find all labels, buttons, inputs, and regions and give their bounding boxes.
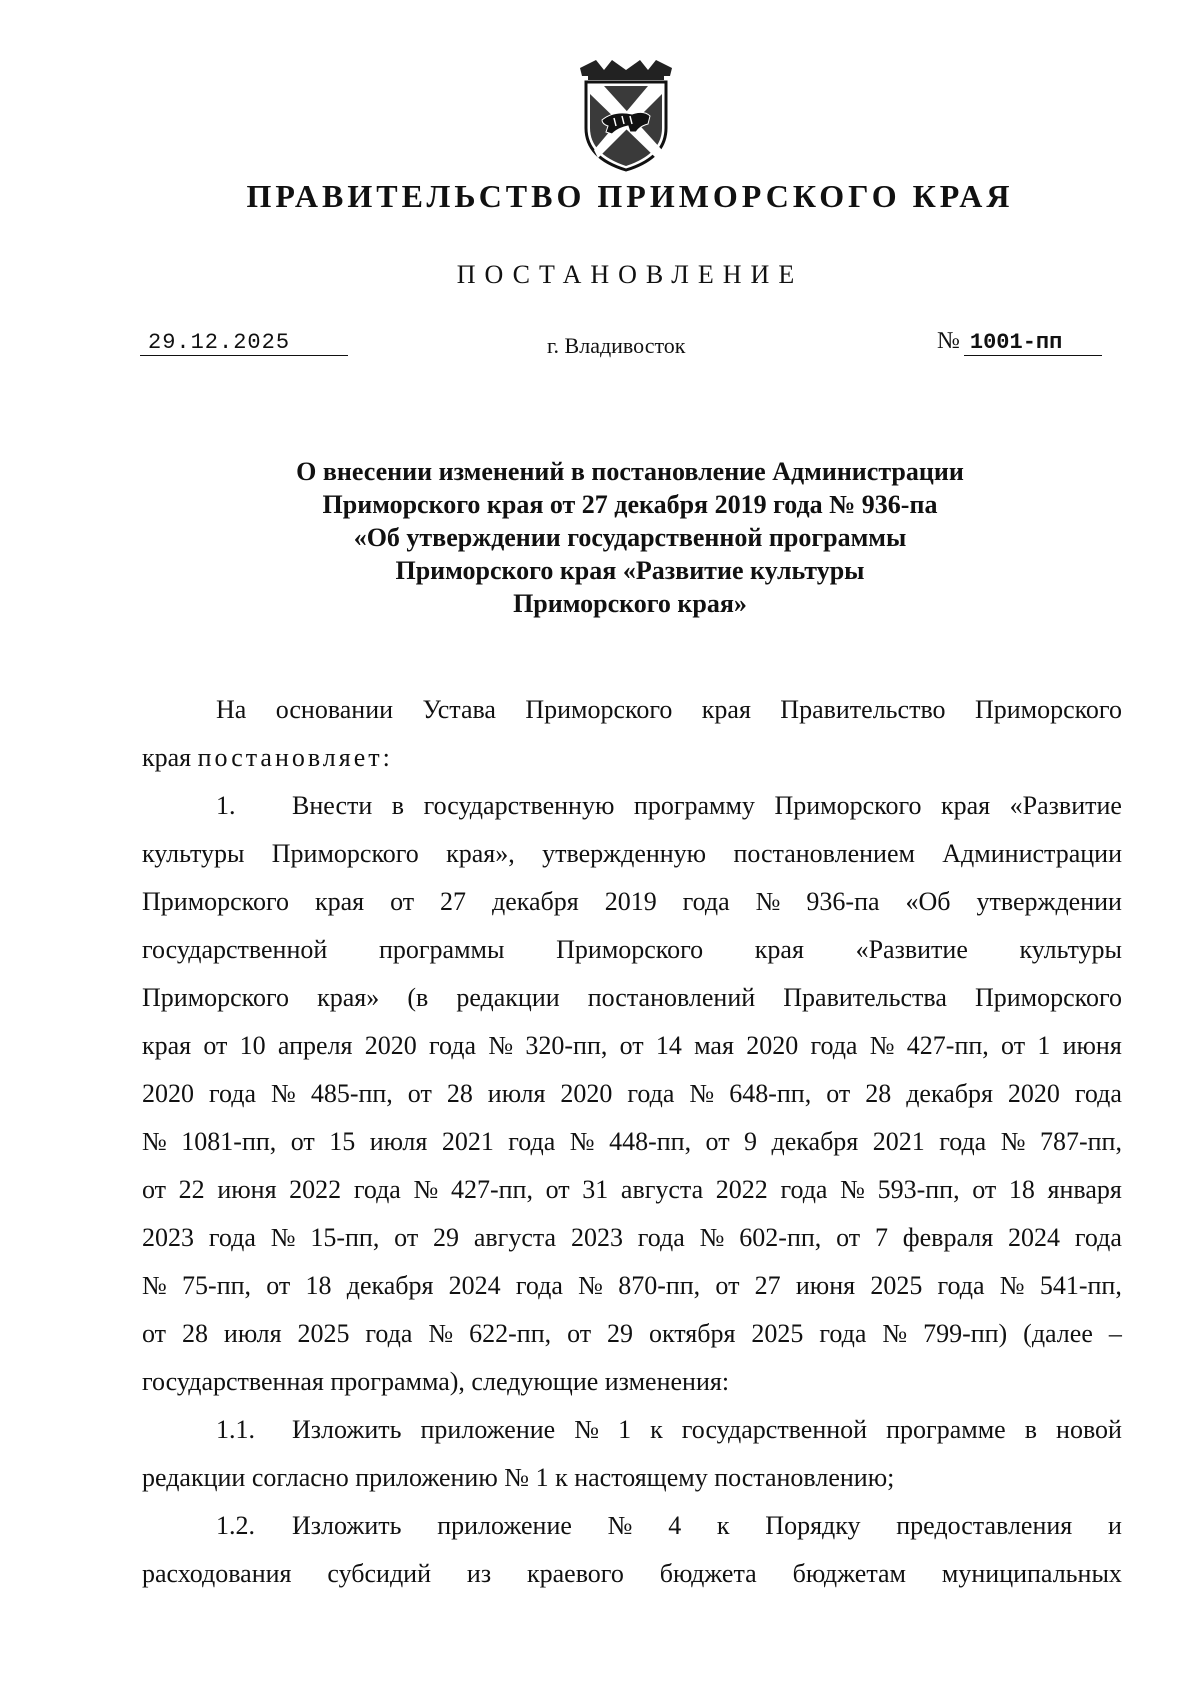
word: года	[508, 1127, 556, 1156]
word: января	[1047, 1175, 1122, 1204]
word: края»,	[446, 839, 515, 868]
word: Правительства	[783, 983, 947, 1012]
heading-line: «Об утверждении государственной программы	[353, 523, 907, 552]
word: к	[650, 1415, 663, 1444]
word: от	[407, 1079, 432, 1108]
word: июня	[795, 1271, 856, 1300]
word: 320-пп,	[525, 1031, 608, 1060]
word: и	[1107, 1511, 1122, 1540]
number-label: №	[937, 328, 960, 354]
word: 2020	[142, 1079, 194, 1108]
word: Приморского	[556, 935, 704, 964]
word: года	[365, 1319, 413, 1348]
word: июня	[1062, 1031, 1122, 1060]
word: (в	[407, 983, 429, 1012]
word: программы	[378, 935, 505, 964]
word: №	[428, 1319, 454, 1348]
word: от	[142, 1319, 167, 1348]
item-1-first-line	[142, 782, 1122, 830]
word: 622-пп,	[469, 1319, 552, 1348]
word: года	[208, 1223, 256, 1252]
document-body	[142, 686, 1122, 1598]
word: 799-пп)	[923, 1319, 1008, 1348]
item-1-line	[142, 1022, 1122, 1070]
document-date: 29.12.2025	[140, 330, 348, 356]
word: года	[637, 1223, 685, 1252]
word: государственной	[681, 1415, 868, 1444]
word: Порядку	[765, 1511, 861, 1540]
word: №	[1000, 1127, 1026, 1156]
word: №	[607, 1511, 633, 1540]
word: утвержденную	[542, 839, 707, 868]
word: от	[705, 1127, 730, 1156]
word: года	[627, 1079, 675, 1108]
word: от	[826, 1079, 851, 1108]
item-1-1-text	[292, 1406, 1122, 1454]
word: расходования	[142, 1559, 292, 1588]
word: №	[488, 1031, 514, 1060]
word: бюджета	[659, 1559, 757, 1588]
word: предоставления	[896, 1511, 1073, 1540]
word: 1	[618, 1415, 632, 1444]
document-type: ПОСТАНОВЛЕНИЕ	[456, 260, 804, 289]
heading-line: Приморского края от 27 декабря 2019 года № 936-па	[322, 490, 938, 519]
word: «Развитие	[855, 935, 968, 964]
word: (далее	[1023, 1319, 1093, 1348]
word: №	[574, 1415, 600, 1444]
word: Приморского	[142, 983, 290, 1012]
word: краевого	[527, 1559, 624, 1588]
item-1-line	[142, 1118, 1122, 1166]
word: 9	[744, 1127, 758, 1156]
word: 485-пп,	[310, 1079, 393, 1108]
word: года	[515, 1271, 563, 1300]
item-1-line	[142, 1070, 1122, 1118]
item-1-2-first-line	[142, 1502, 1122, 1550]
word: 2025	[870, 1271, 923, 1300]
word: 448-пп,	[609, 1127, 692, 1156]
word: культуры	[1019, 935, 1122, 964]
word: 648-пп,	[729, 1079, 812, 1108]
word: декабря	[906, 1079, 993, 1108]
word: декабря	[346, 1271, 434, 1300]
item-1-line	[142, 878, 1122, 926]
word: из	[466, 1559, 492, 1588]
word: Администрации	[942, 839, 1122, 868]
word: 29	[607, 1319, 634, 1348]
word: программу	[633, 791, 755, 820]
preamble-word: края	[142, 743, 192, 772]
word: года	[780, 1175, 828, 1204]
heading-line: О внесении изменений в постановление Администрации	[296, 457, 964, 486]
word: края	[701, 695, 751, 724]
word: Приморского	[974, 983, 1122, 1012]
word: «Развитие	[1009, 791, 1122, 820]
word: 28	[865, 1079, 892, 1108]
word: года	[429, 1031, 477, 1060]
word: №	[689, 1079, 715, 1108]
word: №	[840, 1175, 865, 1204]
word: июля	[487, 1079, 546, 1108]
word: 602-пп,	[739, 1223, 822, 1252]
word: года	[810, 1031, 858, 1060]
government-title: ПРАВИТЕЛЬСТВО ПРИМОРСКОГО КРАЯ	[246, 178, 1014, 214]
word: программе	[886, 1415, 1006, 1444]
word: года	[1074, 1079, 1122, 1108]
word: августа	[473, 1223, 557, 1252]
word: №	[569, 1127, 595, 1156]
preamble-line	[142, 734, 1122, 782]
word: 29	[433, 1223, 460, 1252]
coat-of-arms-icon	[574, 58, 678, 174]
item-1-text	[292, 782, 1122, 830]
word: 18	[305, 1271, 332, 1300]
word: 4	[668, 1511, 682, 1540]
word: 27	[440, 887, 467, 916]
word: 870-пп,	[618, 1271, 701, 1300]
word: Приморского	[974, 695, 1122, 724]
number-value: 1001-пп	[964, 330, 1102, 356]
word: к	[716, 1511, 730, 1540]
word: года	[1074, 1223, 1122, 1252]
word: от	[394, 1223, 419, 1252]
word: 2023	[142, 1223, 194, 1252]
word: года	[353, 1175, 401, 1204]
word: года	[939, 1127, 987, 1156]
item-1-line	[142, 974, 1122, 1022]
word: от	[972, 1175, 997, 1204]
word: края»	[317, 983, 380, 1012]
word: №	[142, 1271, 167, 1300]
word: 28	[446, 1079, 473, 1108]
word: №	[699, 1223, 725, 1252]
word: 936-па	[806, 887, 880, 916]
word: августа	[620, 1175, 704, 1204]
word: края	[754, 935, 804, 964]
item-1-line	[142, 926, 1122, 974]
word: 1	[1037, 1031, 1051, 1060]
word: №	[271, 1079, 296, 1108]
word: края	[314, 887, 365, 916]
word: 31	[582, 1175, 609, 1204]
word: 14	[655, 1031, 682, 1060]
word: утверждении	[976, 887, 1122, 916]
word: от	[142, 1175, 167, 1204]
word: от	[715, 1271, 740, 1300]
word: 2019	[604, 887, 657, 916]
word: –	[1108, 1319, 1122, 1348]
word: мая	[694, 1031, 734, 1060]
word: Приморского	[271, 839, 419, 868]
word: №	[270, 1223, 296, 1252]
word: 22	[178, 1175, 205, 1204]
word: приложение	[420, 1415, 556, 1444]
preamble-line	[142, 686, 1122, 734]
word: в	[391, 791, 405, 820]
word: 2020	[1007, 1079, 1060, 1108]
word: культуры	[142, 839, 245, 868]
word: постановлением	[733, 839, 915, 868]
document-number	[937, 328, 1102, 356]
word: 18	[1008, 1175, 1035, 1204]
word: Приморского	[142, 887, 290, 916]
item-1-2-text	[292, 1502, 1122, 1550]
word: в	[1024, 1415, 1038, 1444]
word: новой	[1056, 1415, 1122, 1444]
word: Изложить	[292, 1415, 402, 1444]
word: апреля	[277, 1031, 353, 1060]
word: 2021	[872, 1127, 925, 1156]
word: 427-пп,	[450, 1175, 533, 1204]
word: государственную	[423, 791, 615, 820]
word: декабря	[771, 1127, 859, 1156]
item-1-line	[142, 1310, 1122, 1358]
word: Внести	[292, 791, 373, 820]
word: 787-пп,	[1039, 1127, 1122, 1156]
word: 2024	[1008, 1223, 1060, 1252]
word: июля	[223, 1319, 282, 1348]
item-number: 1.1.	[216, 1415, 255, 1444]
item-1-line	[142, 1262, 1122, 1310]
word: 2022	[289, 1175, 342, 1204]
word: 1081-пп,	[181, 1127, 277, 1156]
word: от	[390, 887, 415, 916]
word: года	[208, 1079, 257, 1108]
word: №	[869, 1031, 895, 1060]
word: приложение	[437, 1511, 572, 1540]
word: 2021	[441, 1127, 494, 1156]
word: 2025	[751, 1319, 804, 1348]
heading-line: Приморского края «Развитие культуры	[395, 556, 865, 585]
word: №	[578, 1271, 603, 1300]
document-heading	[160, 455, 1100, 620]
item-1-line	[142, 1214, 1122, 1262]
word: от	[619, 1031, 644, 1060]
word: №	[999, 1271, 1025, 1300]
word: 2024	[448, 1271, 501, 1300]
resolution-verb: постановляет:	[197, 743, 393, 772]
word: края	[940, 791, 991, 820]
word: 15	[329, 1127, 356, 1156]
word: 2020	[364, 1031, 417, 1060]
item-1-1-first-line	[142, 1406, 1122, 1454]
word: Правительство	[780, 695, 946, 724]
word: от	[545, 1175, 570, 1204]
word: года	[682, 887, 730, 916]
item-1-line	[142, 1166, 1122, 1214]
word: Изложить	[292, 1511, 402, 1540]
word: 2023	[570, 1223, 623, 1252]
item-1-1-last-line: редакции согласно приложению № 1 к настоящему постановлению;	[142, 1463, 895, 1492]
word: июля	[369, 1127, 428, 1156]
word: На	[216, 695, 247, 724]
item-1-last-line: государственная программа), следующие изменения:	[142, 1367, 730, 1396]
word: субсидий	[327, 1559, 431, 1588]
word: №	[882, 1319, 908, 1348]
word: №	[413, 1175, 439, 1204]
word: Приморского	[525, 695, 673, 724]
word: 28	[181, 1319, 208, 1348]
word: июня	[217, 1175, 277, 1204]
item-number: 1.2.	[216, 1511, 255, 1540]
item-number: 1.	[216, 791, 236, 820]
word: от	[836, 1223, 861, 1252]
word: декабря	[492, 887, 579, 916]
word: от	[203, 1031, 228, 1060]
word: редакции	[456, 983, 560, 1012]
word: 427-пп,	[906, 1031, 989, 1060]
word: бюджетам	[792, 1559, 906, 1588]
item-1-line	[142, 830, 1122, 878]
document-city: г. Владивосток	[547, 333, 686, 358]
word: года	[937, 1271, 985, 1300]
heading-line: Приморского края»	[513, 589, 747, 618]
word: 27	[754, 1271, 781, 1300]
word: 15-пп,	[310, 1223, 380, 1252]
word: постановлений	[587, 983, 756, 1012]
word: государственной	[142, 935, 328, 964]
word: 541-пп,	[1039, 1271, 1122, 1300]
word: февраля	[902, 1223, 994, 1252]
word: 7	[874, 1223, 888, 1252]
word: 2025	[297, 1319, 350, 1348]
word: 2022	[715, 1175, 768, 1204]
word: от	[266, 1271, 291, 1300]
word: от	[290, 1127, 315, 1156]
word: Устава	[422, 695, 496, 724]
word: 75-пп,	[182, 1271, 252, 1300]
word: 10	[239, 1031, 266, 1060]
word: от	[567, 1319, 592, 1348]
word: муниципальных	[941, 1559, 1122, 1588]
word: 2020	[746, 1031, 799, 1060]
word: №	[755, 887, 781, 916]
word: №	[142, 1127, 167, 1156]
word: октября	[648, 1319, 736, 1348]
word: Приморского	[774, 791, 922, 820]
word: основании	[275, 695, 394, 724]
item-1-2-line	[142, 1550, 1122, 1598]
word: 2020	[560, 1079, 613, 1108]
word: «Об	[905, 887, 951, 916]
word: 593-пп,	[877, 1175, 960, 1204]
word: года	[819, 1319, 867, 1348]
word: от	[1001, 1031, 1026, 1060]
word: края	[142, 1031, 192, 1060]
